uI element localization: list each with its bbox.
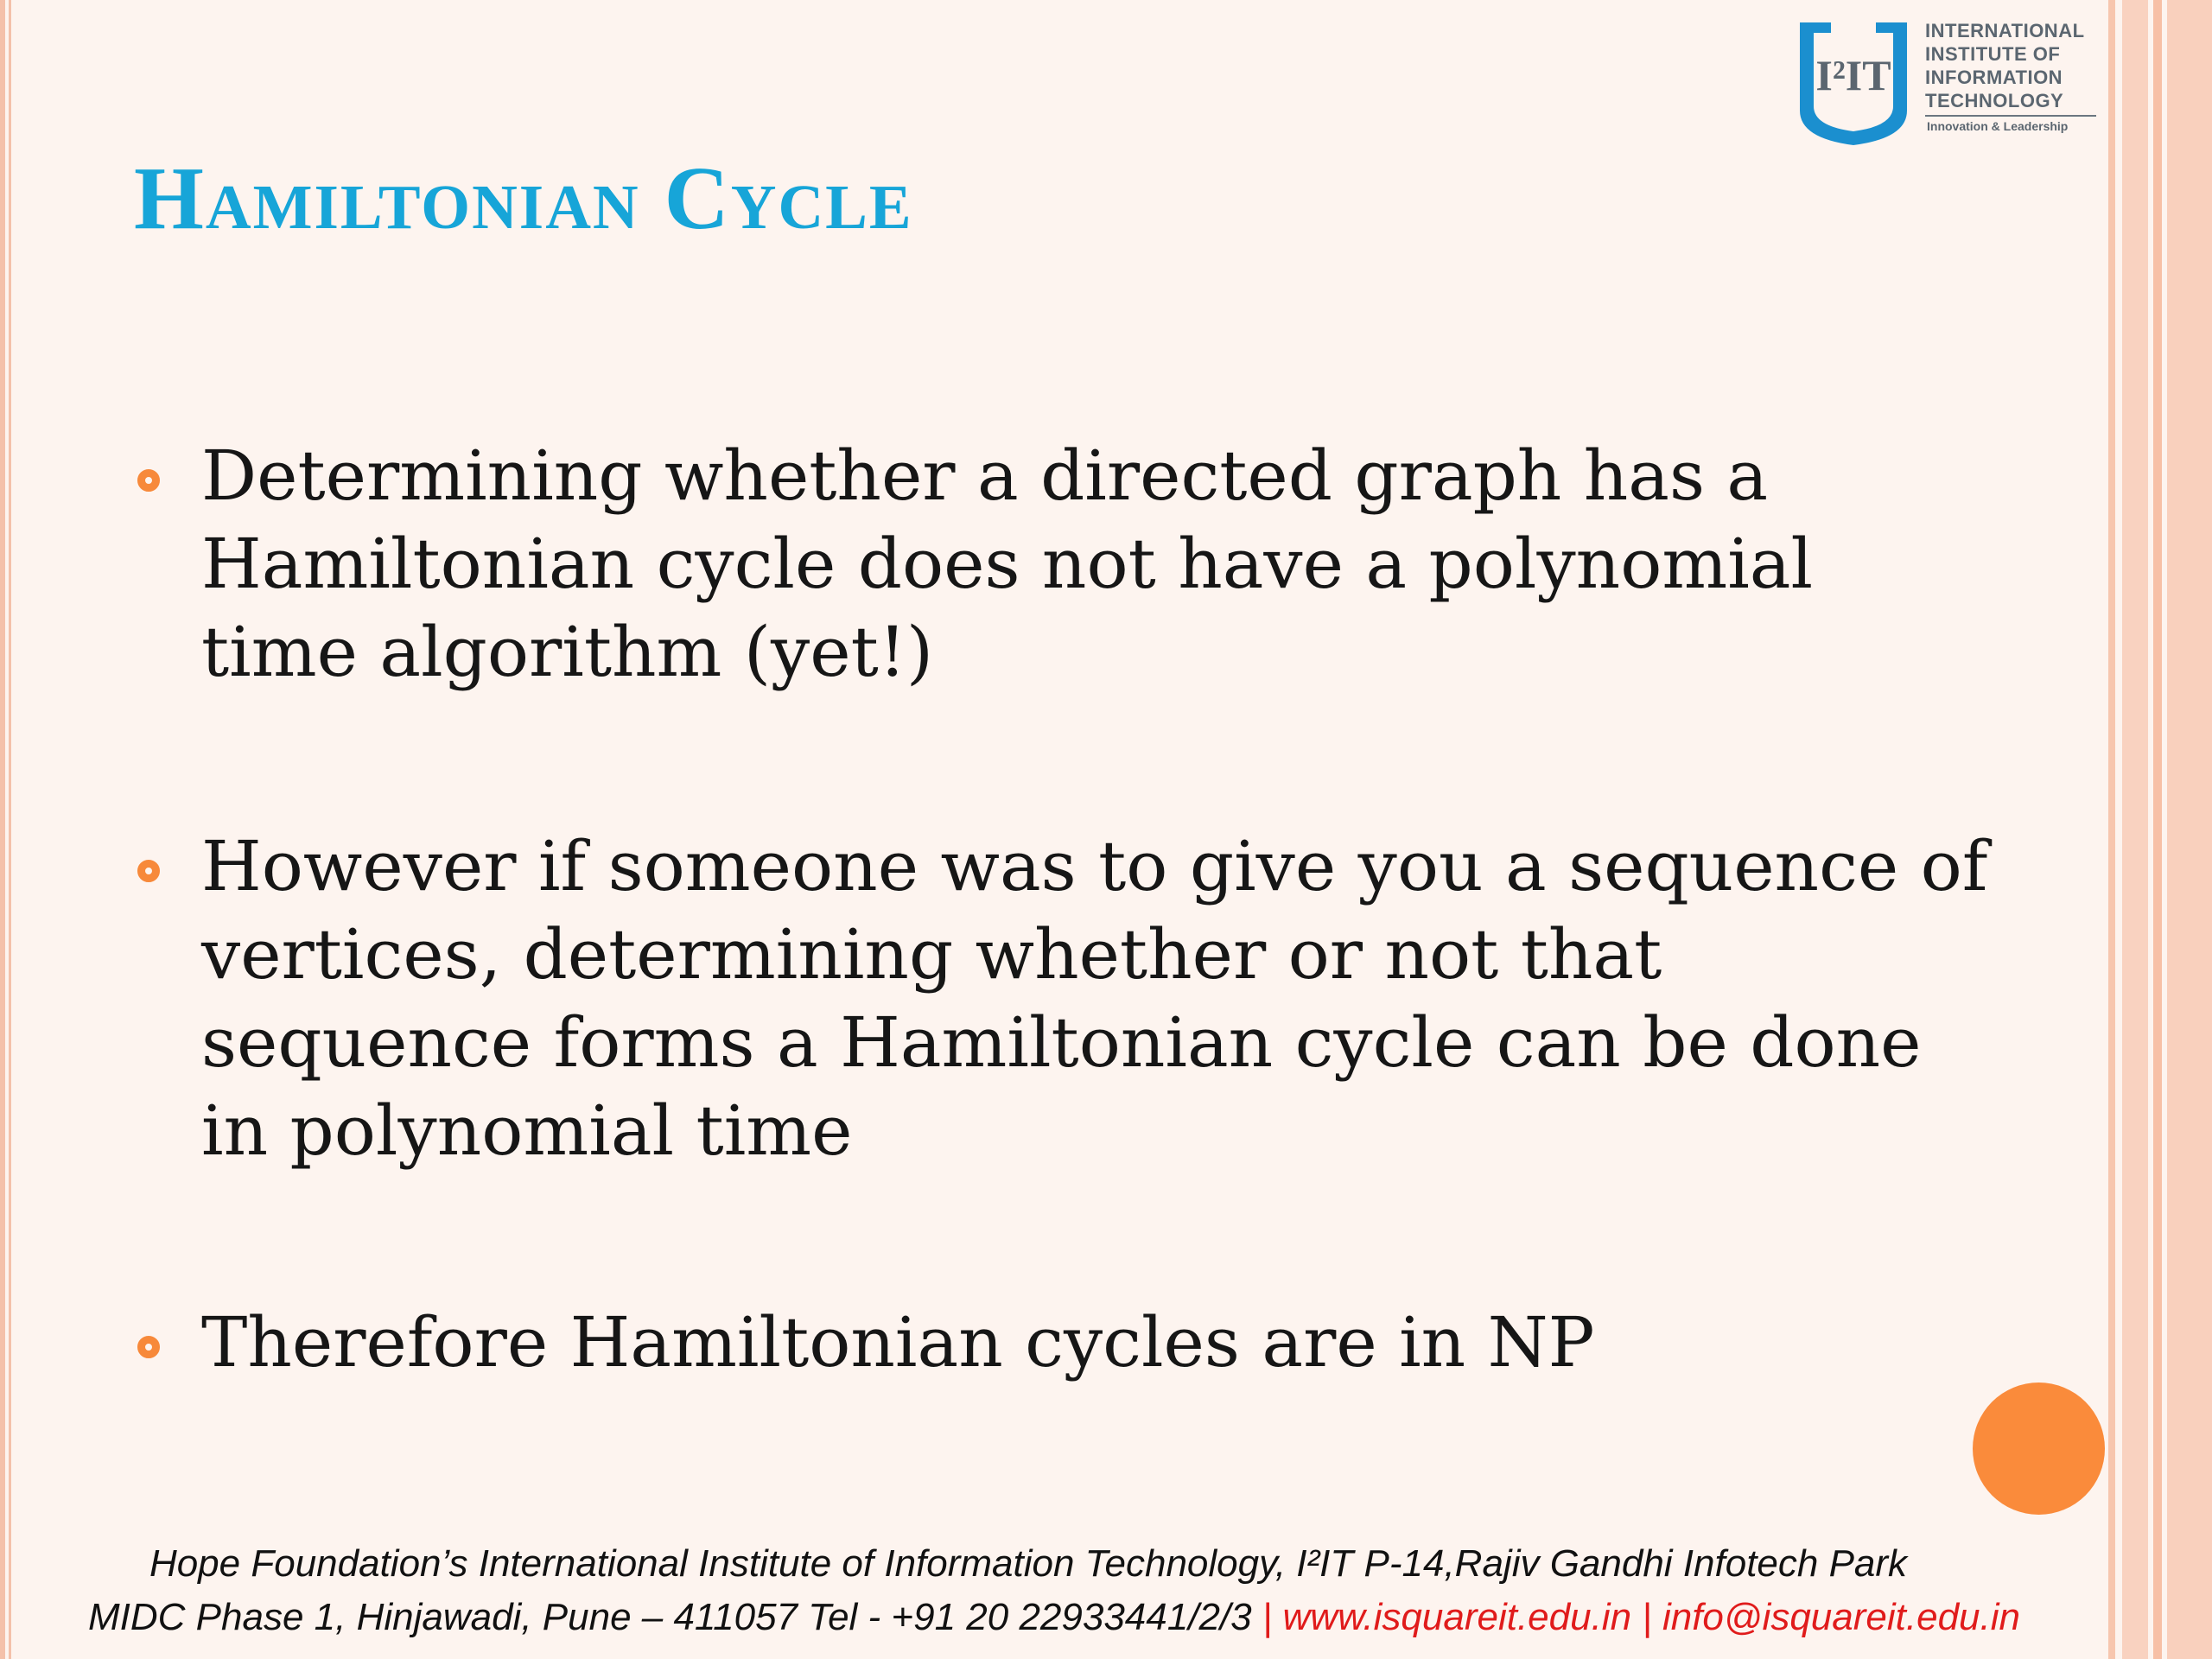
bullet-line: in polynomial time: [201, 1090, 853, 1171]
bullet-line: time algorithm (yet!): [201, 612, 934, 692]
footer-contact-line: [52, 1596, 2056, 1639]
logo-tagline: Innovation & Leadership: [1927, 119, 2069, 133]
bullet-line: sequence forms a Hamiltonian cycle can be done: [201, 1002, 1922, 1083]
left-border-strip-inner: [9, 0, 11, 1659]
bullet-line: Determining whether a directed graph has a: [201, 435, 1769, 516]
logo-name-line: TECHNOLOGY: [1925, 90, 2064, 111]
logo-name-line: INTERNATIONAL: [1925, 20, 2085, 41]
logo-name-line: INSTITUTE OF: [1925, 43, 2061, 65]
footer-address: MIDC Phase 1, Hinjawadi, Pune – 411057 Tel - +91 20 22933441/2/3: [88, 1596, 1252, 1638]
footer-address-line: Hope Foundation’s International Institute of Information Technology, I²IT P-14,Rajiv Gandhi Infotech Park: [149, 1542, 1908, 1585]
right-stripe: [2167, 0, 2212, 1659]
right-stripe: [2122, 0, 2148, 1659]
bullet-item: [134, 1299, 1594, 1387]
bullet-item: [134, 823, 1987, 1175]
footer-email-link[interactable]: info@isquareit.edu.in: [1662, 1596, 2020, 1638]
bullet-line: Therefore Hamiltonian cycles are in NP: [201, 1302, 1595, 1382]
bullet-marker-icon: [137, 1336, 160, 1358]
footer-website-link[interactable]: www.isquareit.edu.in: [1282, 1596, 1632, 1638]
bullet-line: However if someone was to give you a sequence of: [201, 826, 1988, 906]
bullet-item: [134, 432, 1813, 696]
logo-name-line: INFORMATION: [1925, 67, 2063, 88]
logo-divider: [1925, 115, 2096, 117]
footer-separator: |: [1251, 1596, 1283, 1638]
footer-separator: |: [1631, 1596, 1662, 1638]
slide-title: Hamiltonian Cycle: [134, 149, 913, 248]
left-border-strip: [0, 0, 5, 1659]
decorative-circle: [1973, 1382, 2105, 1515]
bullet-line: vertices, determining whether or not that: [201, 914, 1662, 995]
logo-name: [1925, 19, 2085, 112]
logo-mark: I²IT: [1815, 51, 1891, 99]
bullet-marker-icon: [137, 860, 160, 882]
bullet-marker-icon: [137, 469, 160, 492]
right-stripe: [2153, 0, 2162, 1659]
right-stripe: [2108, 0, 2115, 1659]
bullet-line: Hamiltonian cycle does not have a polynomial: [201, 524, 1814, 604]
